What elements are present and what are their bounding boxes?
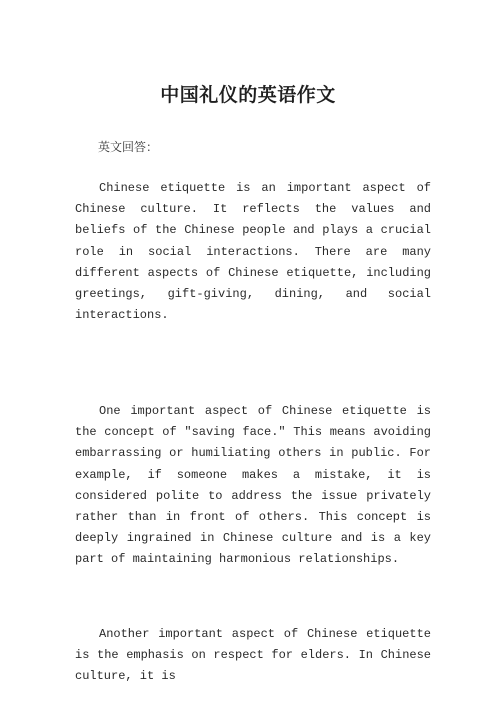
- paragraph-3: Another important aspect of Chinese etiquette is the emphasis on respect for elders. In Chinese culture, it is: [75, 627, 431, 684]
- section-subheading: 英文回答：: [98, 140, 159, 154]
- paragraph-1: Chinese etiquette is an important aspect of Chinese culture. It reflects the values and beliefs of the Chinese people and plays a crucial role in social interactions. There are many different aspects of Chinese etiquette, including greetings, gift-giving, dining, and social interactions.: [75, 181, 431, 323]
- document-title: 中国礼仪的英语作文: [160, 84, 336, 106]
- paragraph-2: One important aspect of Chinese etiquette is the concept of "saving face." This means avoiding embarrassing or humiliating others in public. For example, if someone makes a mistake, it is considered polite to address the issue privately rather than in front of others. This concept is deeply ingrained in Chinese culture and is a key part of maintaining harmonious relationships.: [75, 404, 431, 567]
